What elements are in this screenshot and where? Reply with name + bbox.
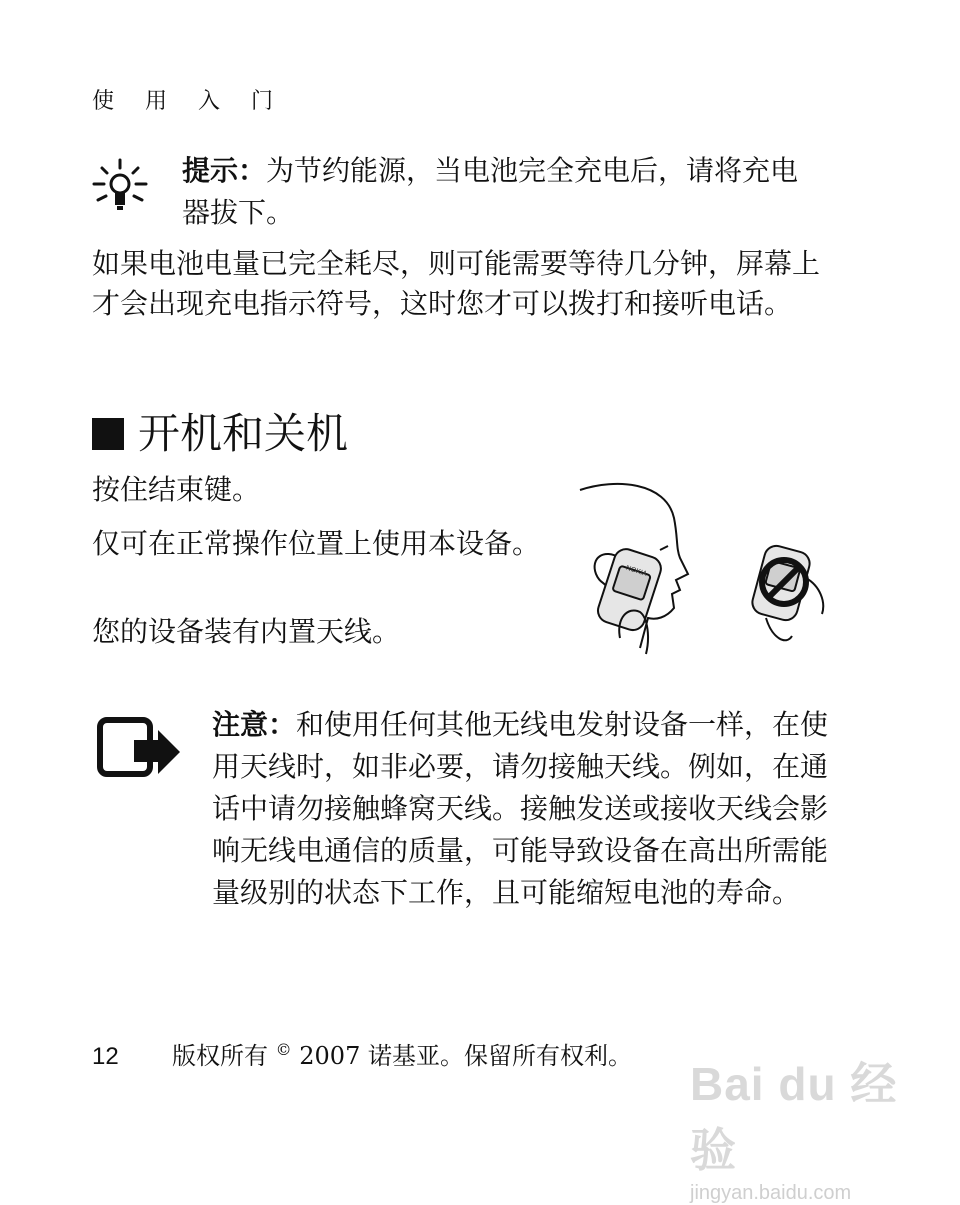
copyright-symbol: © xyxy=(275,1040,292,1059)
battery-paragraph: 如果电池电量已完全耗尽，则可能需要等待几分钟，屏幕上才会出现充电指示符号，这时您才可以拨打和接听电话。 xyxy=(92,247,821,320)
instruction-paragraph: 按住结束键。 xyxy=(92,473,261,506)
watermark-url: jingyan.baidu.com xyxy=(690,1182,852,1204)
watermark-logo: Bai du 经验 xyxy=(690,1058,898,1176)
lightbulb-icon xyxy=(88,156,152,220)
antenna-paragraph: 您的设备装有内置天线。 xyxy=(92,615,401,648)
page-number: 12 xyxy=(92,1043,119,1070)
operation-paragraph: 仅可在正常操作位置上使用本设备。 xyxy=(92,527,541,560)
phone-brand-label: NOKIA xyxy=(624,564,648,579)
section-title: 开机和关机 xyxy=(138,409,349,458)
page-header: 使 用 入 门 xyxy=(92,89,285,114)
tip-block xyxy=(182,150,822,234)
copyright-prefix: 版权所有 xyxy=(172,1042,276,1070)
phone-usage-illustration xyxy=(576,478,836,658)
page-footer xyxy=(92,1036,632,1071)
note-text: 和使用任何其他无线电发射设备一样，在使用天线时，如非必要，请勿接触天线。例如，在通话中请勿接触蜂窝天线。接触发送或接收天线会影响无线电通信的质量，可能导致设备在高出所需能量级别的状态下工作，且可能缩短电池的寿命。 xyxy=(212,708,829,909)
section-square-icon xyxy=(92,418,124,450)
copyright-suffix: 2007 诺基亚。保留所有权利。 xyxy=(291,1042,632,1070)
copyright-text xyxy=(172,1036,632,1071)
nokia-note-icon xyxy=(96,716,184,780)
note-block xyxy=(212,704,832,914)
note-label: 注意： xyxy=(212,708,297,741)
tip-label: 提示： xyxy=(182,154,267,187)
tip-text: 为节约能源，当电池完全充电后，请将充电器拔下。 xyxy=(182,154,799,229)
section-heading xyxy=(92,410,348,458)
baidu-watermark xyxy=(690,1048,910,1204)
